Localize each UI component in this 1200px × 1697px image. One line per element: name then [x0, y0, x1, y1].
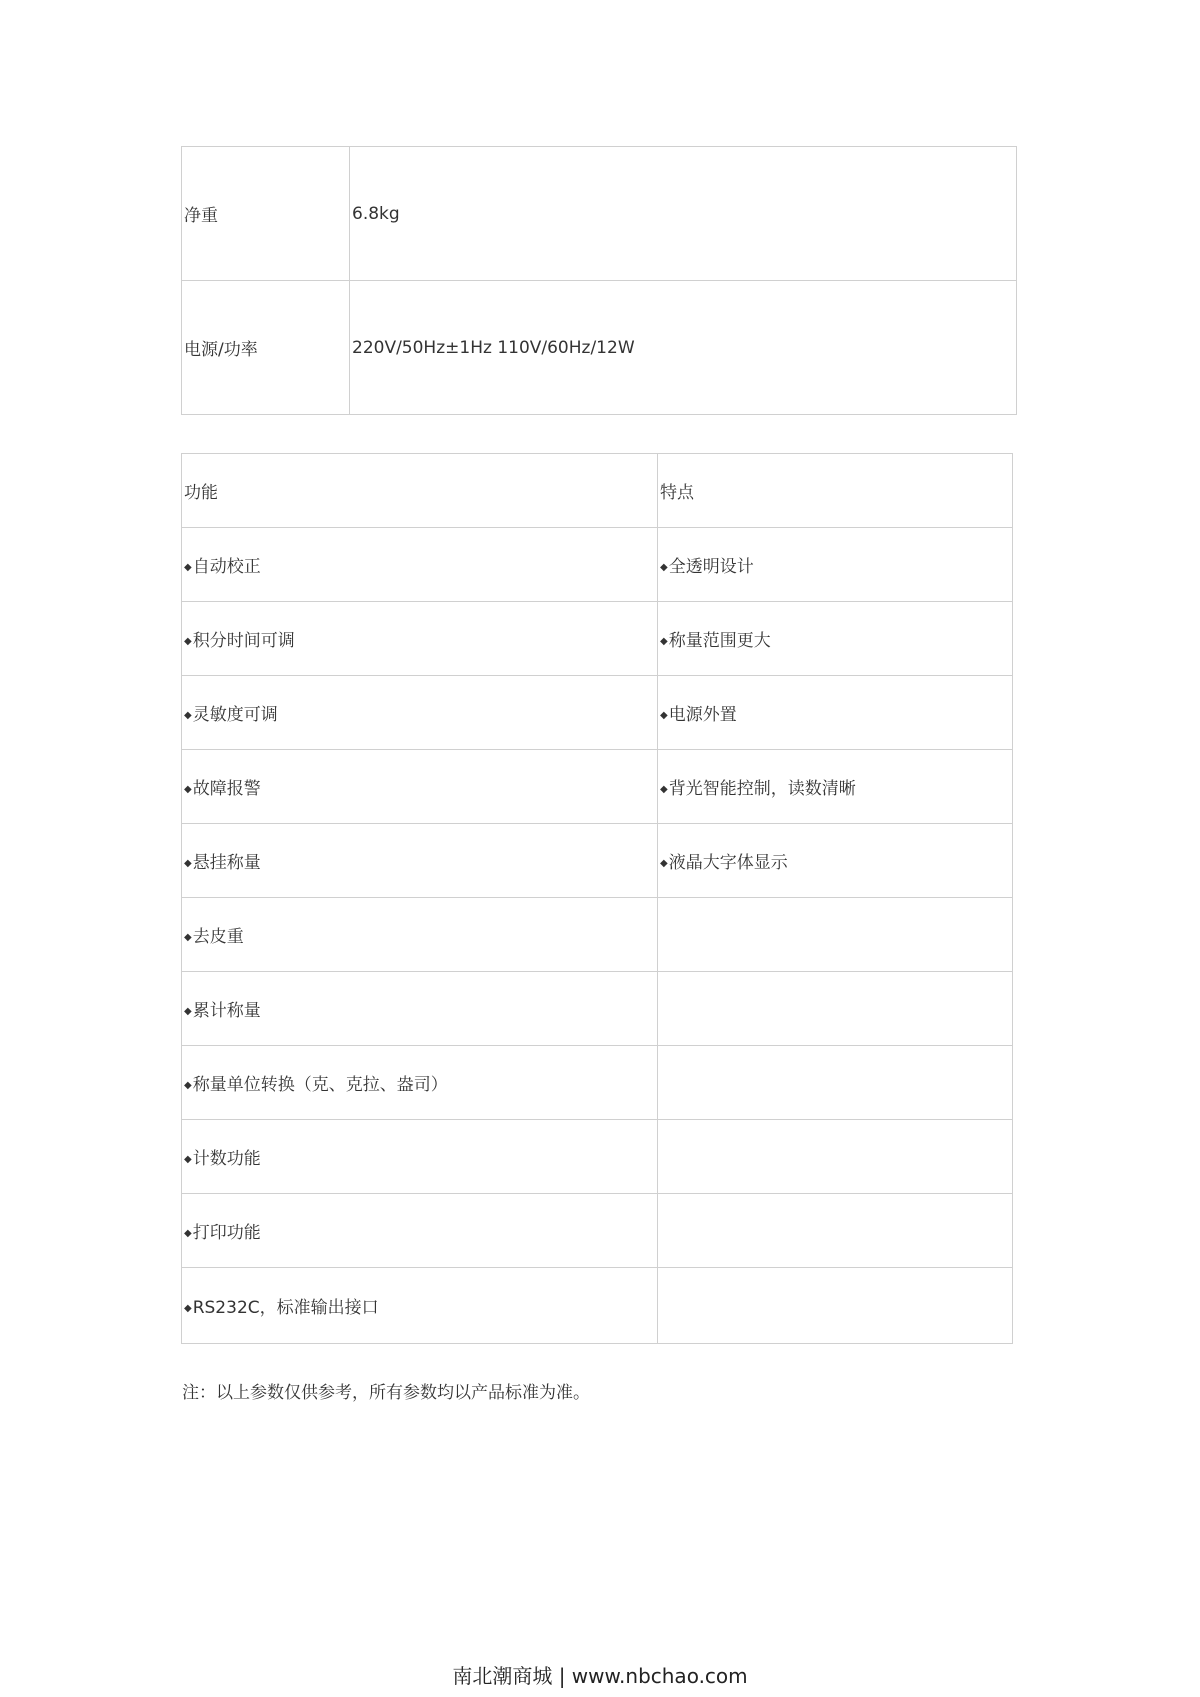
feature-characteristic-cell — [658, 1194, 1013, 1268]
feature-function-text: 去皮重 — [192, 927, 244, 947]
bullet-diamond-icon: ◆ — [184, 1303, 192, 1314]
bullet-diamond-icon: ◆ — [660, 636, 668, 647]
feature-function-cell — [182, 972, 658, 1046]
feature-function-text: 称量单位转换（克、克拉、盎司） — [192, 1075, 448, 1095]
feature-function-text: 悬挂称量 — [192, 853, 261, 873]
feature-function-cell — [182, 824, 658, 898]
feature-function-text: 故障报警 — [192, 779, 261, 799]
feature-row — [182, 824, 1013, 898]
feature-characteristic-cell — [658, 824, 1013, 898]
feature-characteristic-cell — [658, 602, 1013, 676]
feature-function-cell — [182, 1120, 658, 1194]
spec-row — [182, 281, 1017, 415]
feature-characteristic-cell — [658, 898, 1013, 972]
feature-row — [182, 972, 1013, 1046]
spec-table — [181, 146, 1017, 415]
spec-label: 电源/功率 — [182, 281, 350, 415]
feature-function-text: 打印功能 — [192, 1223, 261, 1243]
bullet-diamond-icon: ◆ — [184, 1228, 192, 1239]
feature-characteristic-text: 全透明设计 — [668, 557, 754, 577]
feature-table — [181, 453, 1013, 1344]
feature-function-cell — [182, 1046, 658, 1120]
feature-function-cell — [182, 602, 658, 676]
feature-function-cell — [182, 898, 658, 972]
feature-characteristic-cell — [658, 1046, 1013, 1120]
bullet-diamond-icon: ◆ — [184, 932, 192, 943]
header-characteristics: 特点 — [658, 454, 1013, 528]
feature-characteristic-cell — [658, 972, 1013, 1046]
bullet-diamond-icon: ◆ — [184, 1154, 192, 1165]
bullet-diamond-icon: ◆ — [660, 858, 668, 869]
feature-characteristic-text: 电源外置 — [668, 705, 737, 725]
feature-characteristic-text: 背光智能控制，读数清晰 — [668, 779, 856, 799]
feature-function-text: 灵敏度可调 — [192, 705, 278, 725]
bullet-diamond-icon: ◆ — [184, 1006, 192, 1017]
feature-function-cell — [182, 528, 658, 602]
spec-label: 净重 — [182, 147, 350, 281]
bullet-diamond-icon: ◆ — [660, 710, 668, 721]
spec-value: 6.8kg — [350, 147, 1017, 281]
header-function: 功能 — [182, 454, 658, 528]
bullet-diamond-icon: ◆ — [184, 1080, 192, 1091]
feature-characteristic-cell — [658, 750, 1013, 824]
bullet-diamond-icon: ◆ — [660, 562, 668, 573]
bullet-diamond-icon: ◆ — [184, 562, 192, 573]
spec-value: 220V/50Hz±1Hz 110V/60Hz/12W — [350, 281, 1017, 415]
feature-characteristic-text: 液晶大字体显示 — [668, 853, 788, 873]
feature-function-text: 自动校正 — [192, 557, 261, 577]
feature-header-row — [182, 454, 1013, 528]
feature-function-cell — [182, 1268, 658, 1344]
feature-characteristic-text: 称量范围更大 — [668, 631, 771, 651]
feature-characteristic-cell — [658, 1120, 1013, 1194]
feature-characteristic-cell — [658, 1268, 1013, 1344]
disclaimer-note: 注：以上参数仅供参考，所有参数均以产品标准为准。 — [182, 1383, 590, 1403]
feature-function-text: RS232C，标准输出接口 — [192, 1298, 379, 1318]
bullet-diamond-icon: ◆ — [184, 636, 192, 647]
footer-brand: 南北潮商城 | www.nbchao.com — [452, 1664, 748, 1688]
feature-row — [182, 1268, 1013, 1344]
feature-characteristic-cell — [658, 528, 1013, 602]
feature-row — [182, 1120, 1013, 1194]
feature-function-text: 计数功能 — [192, 1149, 261, 1169]
feature-row — [182, 1046, 1013, 1120]
spec-row — [182, 147, 1017, 281]
feature-row — [182, 750, 1013, 824]
feature-function-cell — [182, 1194, 658, 1268]
bullet-diamond-icon: ◆ — [184, 784, 192, 795]
feature-row — [182, 898, 1013, 972]
feature-row — [182, 528, 1013, 602]
feature-characteristic-cell — [658, 676, 1013, 750]
feature-function-text: 累计称量 — [192, 1001, 261, 1021]
bullet-diamond-icon: ◆ — [184, 858, 192, 869]
feature-row — [182, 676, 1013, 750]
bullet-diamond-icon: ◆ — [184, 710, 192, 721]
feature-row — [182, 602, 1013, 676]
feature-function-cell — [182, 750, 658, 824]
feature-row — [182, 1194, 1013, 1268]
feature-function-cell — [182, 676, 658, 750]
bullet-diamond-icon: ◆ — [660, 784, 668, 795]
feature-function-text: 积分时间可调 — [192, 631, 295, 651]
